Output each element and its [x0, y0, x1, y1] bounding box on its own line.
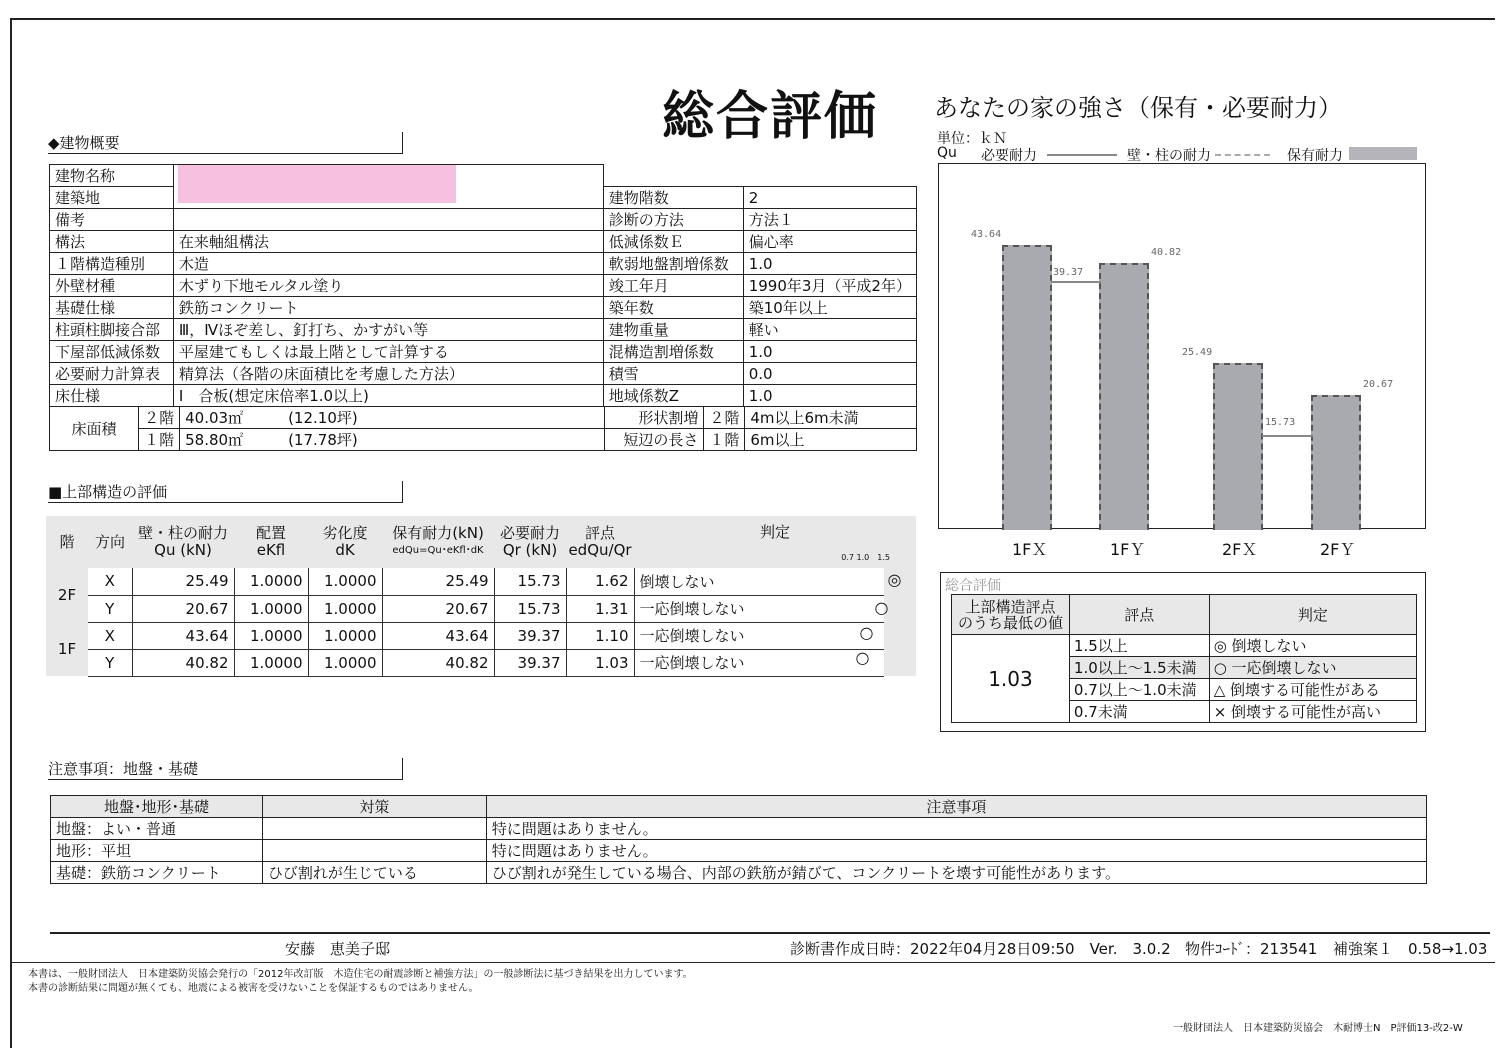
ov-left-value: 木ずり下地モルタル塗り — [173, 275, 603, 297]
legend-qu: Qu — [937, 145, 957, 161]
publisher: 一般財団法人 日本建築防災協会 木耐博士N P評価13-改2-W — [1173, 1023, 1463, 1034]
row-ekfl: 1.0000 — [234, 595, 308, 622]
table-row — [46, 622, 916, 649]
hdr-score-2: edQu/Qr — [568, 541, 632, 559]
chart-title: あなたの家の強さ（保有・必要耐力） — [934, 94, 1342, 122]
evaluation-table — [46, 516, 916, 677]
caution-item: 地盤：よい・普通 — [51, 818, 263, 840]
bar-1fy — [1099, 263, 1149, 530]
row-score: 1.62 — [566, 568, 634, 595]
ov-right-label: 建物階数 — [603, 187, 743, 209]
row-qu: 40.82 — [132, 649, 234, 676]
ov-right-label: 建物重量 — [603, 319, 743, 341]
summary-hdr-3: 判定 — [1209, 595, 1416, 635]
site-label: 建築地 — [50, 187, 174, 209]
hdr-edqu — [382, 516, 494, 568]
legend-wall-line — [1215, 154, 1270, 156]
summary-judge: ◎ 倒壊しない — [1209, 635, 1416, 657]
summary-hdr-1 — [952, 595, 1070, 635]
owner-name: 安藤 恵美子邸 — [285, 940, 391, 958]
shape1-value: 6m以上 — [745, 428, 917, 450]
floor-area-label: 床面積 — [50, 406, 139, 450]
hdr-score — [566, 516, 634, 568]
ov-right-label: 診断の方法 — [603, 209, 743, 231]
caution-item: 地形：平坦 — [51, 840, 263, 862]
reinforcement-plan: 補強案１ 0.58→1.03 — [1333, 940, 1488, 958]
gray-cell — [884, 649, 916, 676]
summary-range: 1.5以上 — [1069, 635, 1209, 657]
row-qu: 43.64 — [132, 622, 234, 649]
ov-left-value: 在来軸組構法 — [173, 231, 603, 253]
summary-judge: △ 倒壊する可能性がある — [1209, 679, 1416, 701]
ov-left-value: Ⅲ，Ⅳほぞ差し、釘打ち、かすがい等 — [173, 319, 603, 341]
shape2-value: 4m以上6m未満 — [745, 406, 917, 428]
summary-box — [940, 572, 1426, 732]
row-mark: ○ — [859, 622, 874, 642]
row-qr: 39.37 — [494, 649, 566, 676]
summary-hdr-1b: のうち最低の値 — [957, 613, 1063, 632]
row-dk: 1.0000 — [308, 568, 382, 595]
ov-right-label: 軟弱地盤割増係数 — [603, 253, 743, 275]
ov-right-value: 方法１ — [743, 209, 916, 231]
ov-left-value: 鉄筋コンクリート — [173, 297, 603, 319]
summary-title: 総合評価 — [945, 578, 1001, 594]
gray-cell — [884, 622, 916, 649]
ov-right-label: 混構造割増係数 — [603, 341, 743, 363]
bar-2fy — [1311, 395, 1361, 530]
upper-section-header — [48, 481, 403, 503]
chart-area — [938, 163, 1426, 529]
ov-right-value: 偏心率 — [743, 231, 916, 253]
caution-item: 基礎：鉄筋コンクリート — [51, 862, 263, 884]
x-label-1fy: 1FＹ — [1110, 540, 1146, 559]
chart-legend — [937, 145, 1417, 163]
row-mark: ◎ — [887, 570, 902, 589]
legend-hold-swatch — [1349, 147, 1417, 160]
req-label-1f: 39.37 — [1053, 266, 1084, 278]
row-score: 1.03 — [566, 649, 634, 676]
table-row — [46, 649, 916, 676]
summary-hdr-1a: 上部構造評点 — [965, 597, 1056, 616]
ov-right-value: 2 — [743, 187, 916, 209]
table-row — [51, 840, 1427, 862]
ov-right-label: 地域係数Z — [603, 385, 743, 407]
bar-label-1fx: 43.64 — [971, 228, 1002, 240]
row-edqu: 25.49 — [382, 568, 494, 595]
row-dir: Y — [88, 649, 132, 676]
footer-divider-2 — [10, 962, 1495, 963]
hdr-qu — [132, 516, 234, 568]
row-qu: 20.67 — [132, 595, 234, 622]
floor2-value: 40.03㎡ (12.10坪) — [180, 406, 605, 428]
shape-label-2: 短辺の長さ — [604, 428, 704, 450]
ov-right-value: 1.0 — [743, 341, 916, 363]
table-row — [51, 818, 1427, 840]
bar-2fx — [1213, 363, 1263, 530]
hdr-qr-1: 必要耐力 — [499, 524, 560, 542]
legend-wall-label: 壁・柱の耐力 — [1127, 148, 1211, 164]
row-qu: 25.49 — [132, 568, 234, 595]
hdr-dk-1: 劣化度 — [322, 524, 368, 542]
caution-note: ひび割れが発生している場合、内部の鉄筋が錆びて、コンクリートを壊す可能性があります。 — [486, 862, 1426, 884]
summary-value: 1.03 — [952, 635, 1070, 723]
ov-right-value: 1.0 — [743, 253, 916, 275]
hdr-scale: 0.7 1.0 1.5 — [841, 553, 890, 562]
overview-section-header — [48, 132, 403, 154]
caution-table — [50, 795, 1427, 884]
summary-hdr-2: 評点 — [1069, 595, 1209, 635]
ov-right-value: 0.0 — [743, 363, 916, 385]
hdr-ekfl — [234, 516, 308, 568]
ov-right-value: 軽い — [743, 319, 916, 341]
x-label-1fx: 1FＸ — [1012, 540, 1048, 559]
caution-section-header — [48, 758, 403, 780]
ov-left-label: 必要耐力計算表 — [50, 363, 174, 385]
ov-left-label: 基礎仕様 — [50, 297, 174, 319]
hdr-dk-2: dK — [335, 541, 355, 559]
row-score: 1.31 — [566, 595, 634, 622]
hdr-qr — [494, 516, 566, 568]
upper-section-title: ■上部構造の評価 — [48, 483, 168, 501]
ov-left-label: 構法 — [50, 231, 174, 253]
ov-left-value: 精算法（各階の床面積比を考慮した方法） — [173, 363, 603, 385]
floor-1f: 1F — [46, 622, 88, 676]
shape2-floor: ２階 — [704, 406, 745, 428]
bar-label-2fy: 20.67 — [1363, 378, 1394, 390]
floor2-label: ２階 — [139, 406, 180, 428]
req-label-2f: 15.73 — [1265, 417, 1296, 429]
row-dir: X — [88, 622, 132, 649]
summary-range: 0.7以上～1.0未満 — [1069, 679, 1209, 701]
row-edqu: 40.82 — [382, 649, 494, 676]
name-site-cell — [173, 165, 603, 209]
row-judge: 一応倒壊しない — [639, 654, 745, 672]
hdr-score-1: 評点 — [584, 524, 615, 542]
bar-1fx — [1002, 245, 1052, 530]
bar-label-1fy: 40.82 — [1151, 247, 1182, 259]
hdr-qr-2: Qr (kN) — [502, 541, 558, 559]
shape-label-1: 形状割増 — [604, 406, 704, 428]
row-dk: 1.0000 — [308, 622, 382, 649]
hdr-judge: 判定 — [759, 523, 790, 541]
floor1-label: １階 — [139, 428, 180, 450]
caution-hdr-item: 地盤･地形･基礎 — [51, 796, 263, 818]
row-qr: 15.73 — [494, 595, 566, 622]
ov-right-value: 1990年3月（平成2年） — [743, 275, 916, 297]
blank-cell — [603, 165, 916, 187]
legend-req-line — [1047, 154, 1117, 156]
summary-table — [951, 594, 1417, 723]
ov-right-label: 積雪 — [603, 363, 743, 385]
ov-left-label: 下屋部低減係数 — [50, 341, 174, 363]
row-edqu: 20.67 — [382, 595, 494, 622]
caution-note: 特に問題はありません。 — [486, 840, 1426, 862]
row-qr: 15.73 — [494, 568, 566, 595]
hdr-ekfl-1: 配置 — [255, 524, 286, 542]
caution-hdr-note: 注意事項 — [486, 796, 1426, 818]
ov-left-value: 平屋建てもしくは最上階として計算する — [173, 341, 603, 363]
page-title: 総合評価 — [662, 86, 879, 147]
ov-right-value: 1.0 — [743, 385, 916, 407]
row-dk: 1.0000 — [308, 595, 382, 622]
caution-measure — [262, 840, 486, 862]
name-label: 建物名称 — [50, 165, 174, 187]
ov-right-value: 築10年以上 — [743, 297, 916, 319]
table-row — [46, 568, 916, 595]
hdr-edqu-2: edQu=Qu･eKfl･dK — [392, 545, 484, 556]
table-row — [51, 862, 1427, 884]
legend-hold-label: 保有耐力 — [1287, 148, 1343, 164]
ov-left-value: 木造 — [173, 253, 603, 275]
row-ekfl: 1.0000 — [234, 649, 308, 676]
req-line-2f — [1262, 435, 1313, 437]
row-dir: Y — [88, 595, 132, 622]
hdr-dir: 方向 — [88, 516, 132, 568]
summary-range: 1.0以上～1.5未満 — [1069, 657, 1209, 679]
created-date: 診断書作成日時：2022年04月28日09:50 Ver. 3.0.2 — [790, 940, 1171, 958]
summary-judge: ○ 一応倒壊しない — [1209, 657, 1416, 679]
row-mark: ○ — [874, 597, 889, 617]
ov-left-label: 備考 — [50, 209, 174, 231]
row-dir: X — [88, 568, 132, 595]
caution-section-title: 注意事項：地盤・基礎 — [48, 760, 199, 778]
hdr-dk — [308, 516, 382, 568]
overview-section-title: ◆建物概要 — [48, 134, 120, 152]
ov-left-value — [173, 209, 603, 231]
overview-table — [49, 164, 917, 451]
redacted-name — [178, 165, 456, 203]
x-label-2fx: 2FＸ — [1222, 540, 1258, 559]
row-edqu: 43.64 — [382, 622, 494, 649]
ov-right-label: 築年数 — [603, 297, 743, 319]
row-judge: 倒壊しない — [639, 572, 715, 591]
caution-measure — [262, 818, 486, 840]
x-label-2fy: 2FＹ — [1320, 540, 1356, 559]
summary-range: 0.7未満 — [1069, 701, 1209, 723]
disclaimer-2: 本書の診断結果に問題が無くても、地震による被害を受けないことを保証するものではありません。 — [28, 983, 479, 994]
legend-req-label: 必要耐力 — [981, 148, 1037, 164]
chart-unit: 単位：ｋＮ — [937, 131, 1007, 147]
ov-right-label: 竣工年月 — [603, 275, 743, 297]
hdr-edqu-1: 保有耐力(kN) — [392, 524, 484, 542]
hdr-qu-1: 壁・柱の耐力 — [137, 524, 228, 542]
hdr-ekfl-2: eKfl — [256, 541, 286, 559]
ov-left-label: １階構造種別 — [50, 253, 174, 275]
floor-2f: 2F — [46, 568, 88, 622]
table-row — [46, 595, 916, 622]
hdr-floor: 階 — [46, 516, 88, 568]
footer-divider — [50, 932, 1490, 934]
caution-note: 特に問題はありません。 — [486, 818, 1426, 840]
ov-left-value: Ⅰ 合板(想定床倍率1.0以上) — [173, 385, 603, 407]
ov-left-label: 外壁材種 — [50, 275, 174, 297]
req-line-1f — [1051, 281, 1101, 283]
bar-label-2fx: 25.49 — [1182, 347, 1213, 359]
summary-judge: × 倒壊する可能性が高い — [1209, 701, 1416, 723]
hdr-qu-2: Qu (kN) — [154, 541, 212, 559]
property-code: 物件ｺｰﾄﾞ：213541 — [1185, 940, 1318, 958]
row-qr: 39.37 — [494, 622, 566, 649]
row-ekfl: 1.0000 — [234, 568, 308, 595]
ov-left-label: 床仕様 — [50, 385, 174, 407]
row-judge: 一応倒壊しない — [639, 627, 745, 645]
row-score: 1.10 — [566, 622, 634, 649]
shape1-floor: １階 — [704, 428, 745, 450]
gray-cell — [884, 595, 916, 622]
row-mark: ○ — [855, 647, 870, 667]
row-ekfl: 1.0000 — [234, 622, 308, 649]
caution-measure: ひび割れが生じている — [262, 862, 486, 884]
ov-right-label: 低減係数Ｅ — [603, 231, 743, 253]
row-judge: 一応倒壊しない — [639, 600, 745, 618]
floor1-value: 58.80㎡ (17.78坪) — [180, 428, 605, 450]
row-dk: 1.0000 — [308, 649, 382, 676]
caution-hdr-measure: 対策 — [262, 796, 486, 818]
ov-left-label: 柱頭柱脚接合部 — [50, 319, 174, 341]
disclaimer-1: 本書は、一般財団法人 日本建築防災協会発行の「2012年改訂版 木造住宅の耐震診断と補強方法」の一般診断法に基づき結果を出力しています。 — [28, 969, 693, 980]
